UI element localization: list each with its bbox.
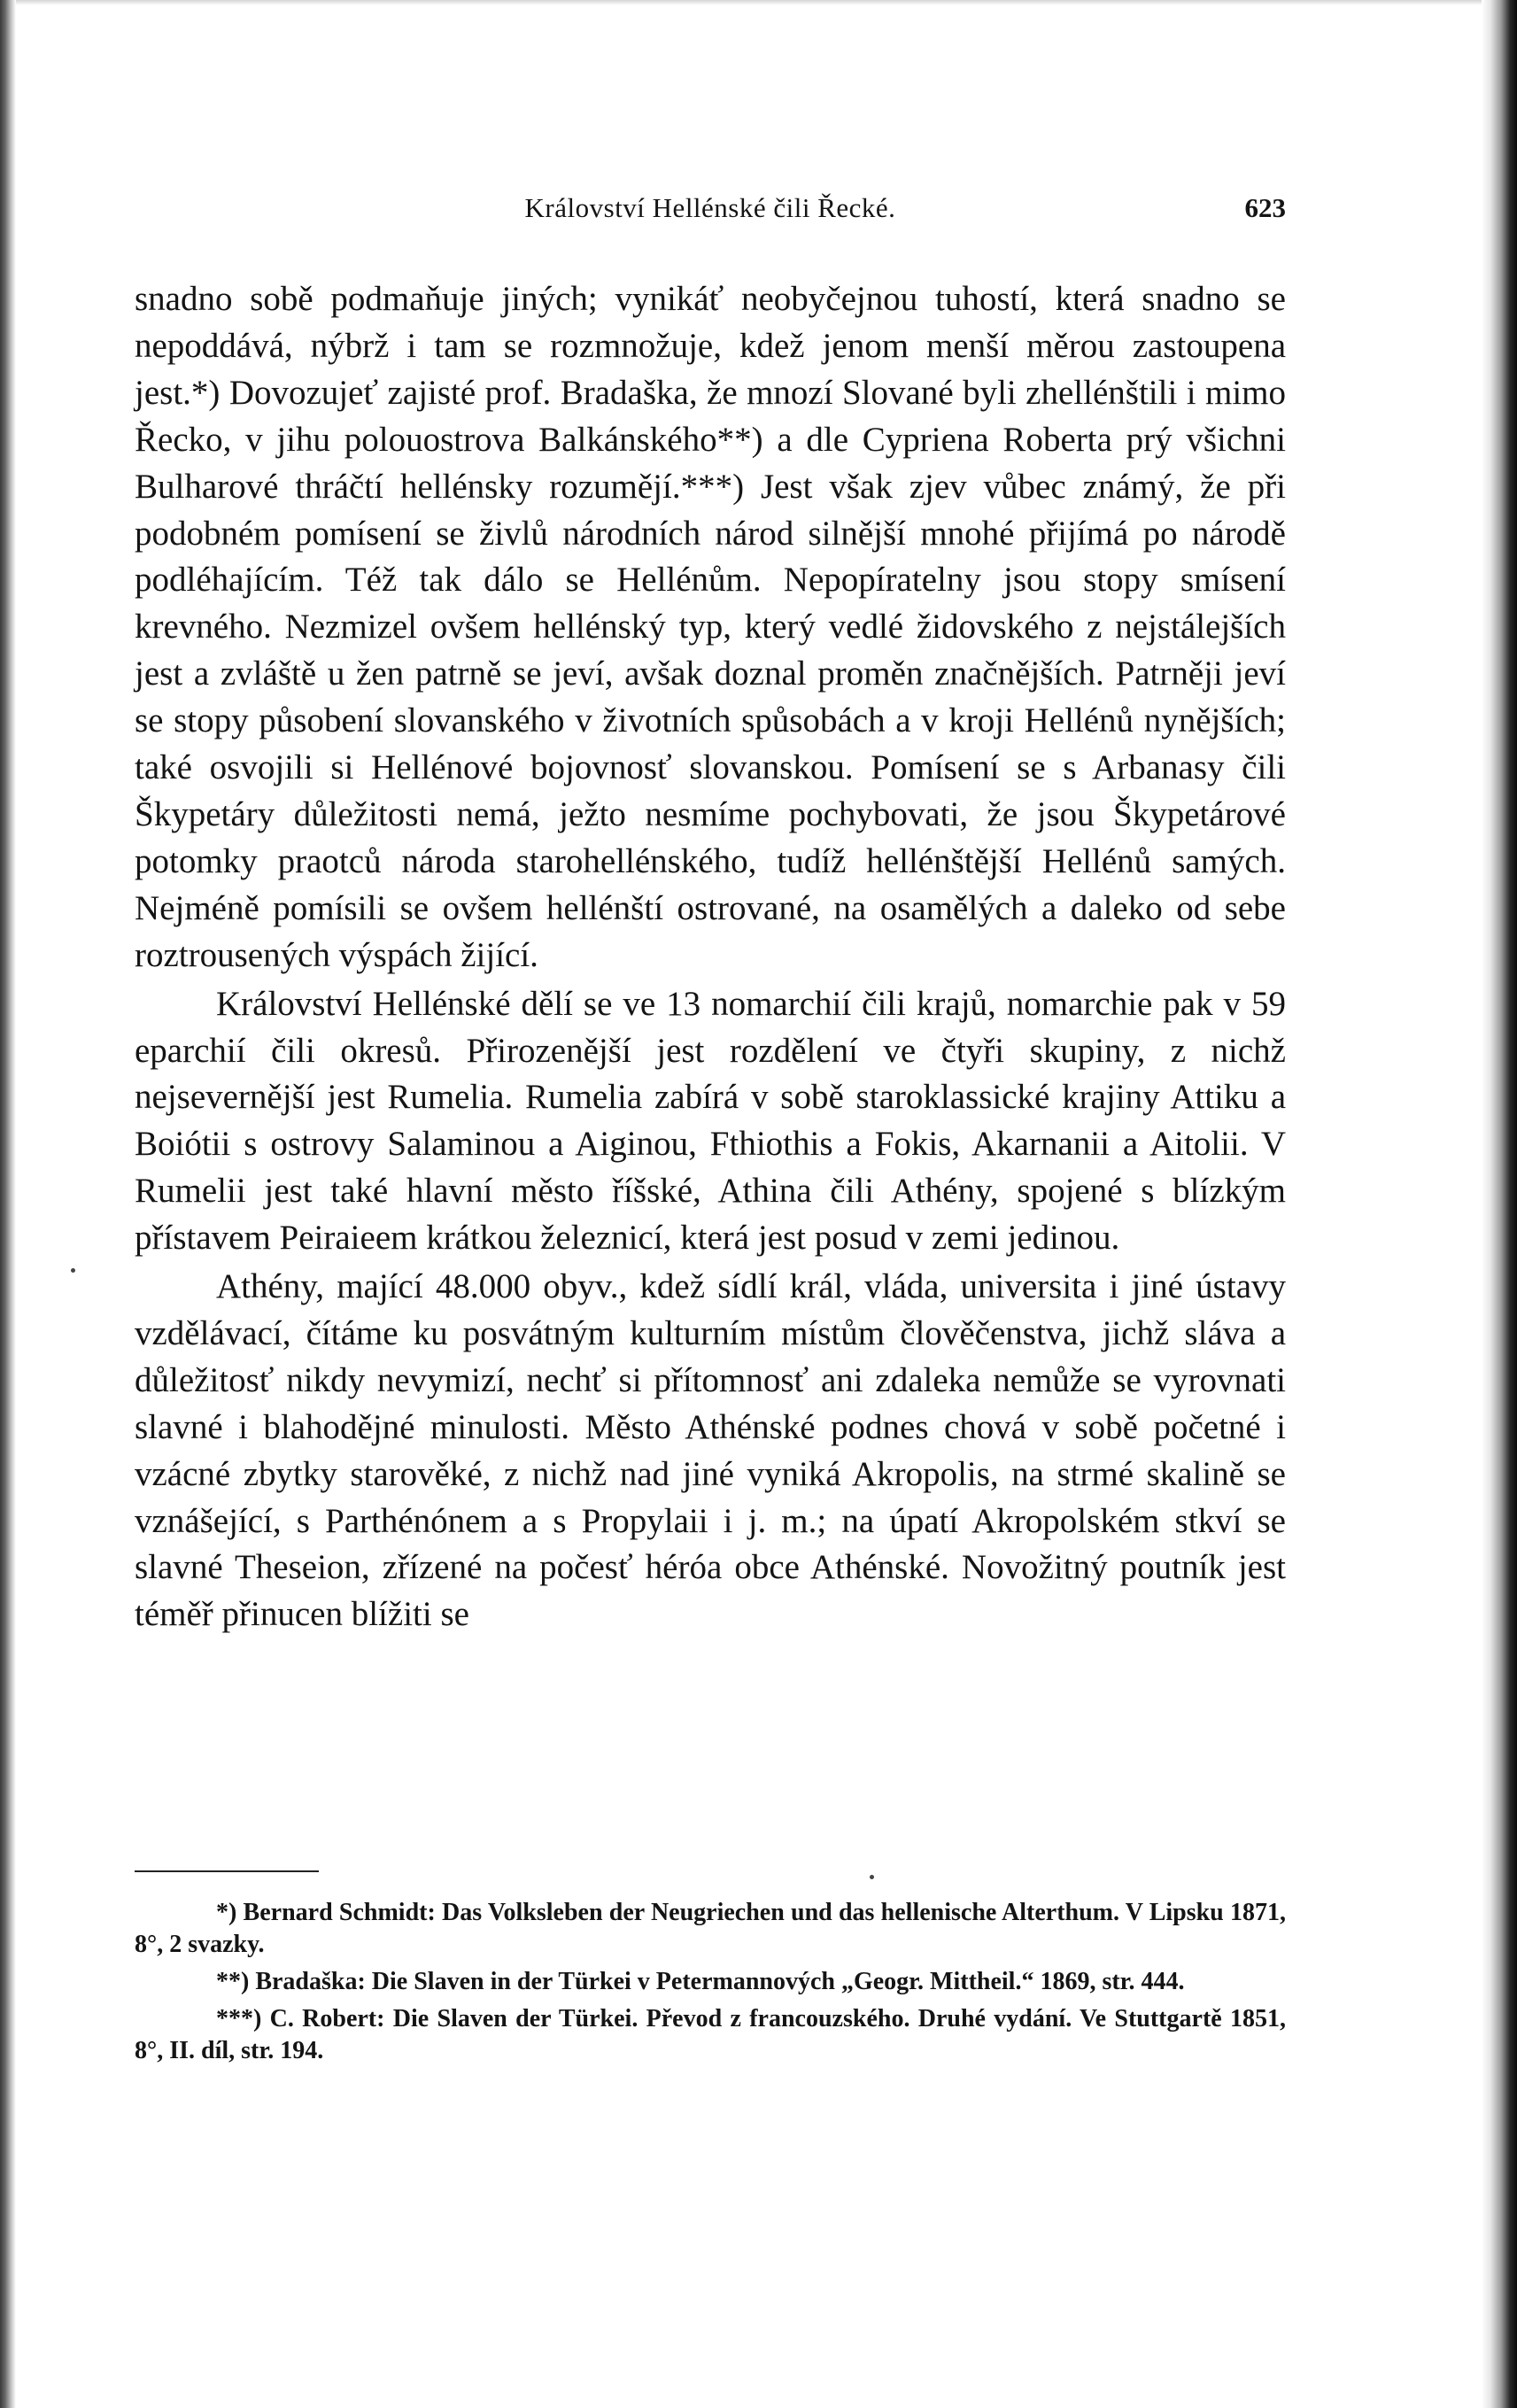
footnote-separator xyxy=(135,1870,319,1872)
scan-right-edge xyxy=(1482,0,1517,2408)
paragraph-1: snadno sobě podmaňuje jiných; vynikáť neobyčejnou tuhostí, která snadno se nepoddává, nýbrž i tam se rozmnožuje, kdež jenom menší měrou zastoupena jest.*) Dovozujeť zajisté prof. Bradaška, že mnozí Slované byli zhellénštili i mimo Řecko, v jihu polouostrova Balkánského**) a dle Cypriena Roberta prý všichni Bulharové thráčtí hellénsky rozumějí.***) Jest však zjev vůbec známý, že při podobném pomísení se živlů národních národ silnější mnohé přijímá po národě podléhajícím. Též tak dálo se Hellénům. Nepopíratelny jsou stopy smísení krevného. Nezmizel ovšem hellénský typ, který vedlé židovského z nejstálejších jest a zvláště u žen patrně se jeví, avšak doznal proměn značnějších. Patrněji jeví se stopy působení slovanského v životních spůsobách a v kroji Hellénů nynějších; také osvojili si Hellénové bojovnosť slovanskou. Pomísení se s Arbanasy čili Škypetáry důležitosti nemá, ježto nesmíme pochybovati, že jsou Škypetárové potomky praotců národa starohellénského, tudíž hellénštější Hellénů samých. Nejméně pomísili se ovšem hellénští ostrované, na osamělých a daleko od sebe roztrousených výspách žijící. xyxy=(135,280,1286,974)
footnote-2: **) Bradaška: Die Slaven in der Türkei v Petermannových „Geogr. Mittheil.“ 1869, str. 444. xyxy=(216,1968,1185,1995)
paragraph-2: Království Hellénské dělí se ve 13 nomarchií čili krajů, nomarchie pak v 59 eparchií čili okresů. Přirozenější jest rozdělení ve čtyři skupiny, z nichž nejsevernější jest Rumelia. Rumelia zabírá v sobě staroklassické krajiny Attiku a Boiótii s ostrovy Salaminou a Aiginou, Fthiothis a Fokis, Akarnanii a Aitolii. V Rumelii jest také hlavní město říšské, Athina čili Athény, spojené s blízkým přístavem Peiraieem krátkou železnicí, která jest posud v zemi jedinou. xyxy=(135,984,1286,1258)
page-number: 623 xyxy=(1244,192,1286,223)
page-top-shadow xyxy=(16,0,1482,5)
main-text xyxy=(135,276,1286,1638)
footnotes xyxy=(135,1897,1286,2072)
scan-speck xyxy=(71,1268,75,1273)
footnote-3: ***) C. Robert: Die Slaven der Türkei. Převod z francouzského. Druhé vydání. Ve Stuttgartě 1851, 8°, II. díl, str. 194. xyxy=(135,2005,1286,2064)
paragraph-3: Athény, mající 48.000 obyv., kdež sídlí král, vláda, universita i jiné ústavy vzdělávací, čítáme ku posvátným kulturním místům člověčenstva, jichž sláva a důležitosť nikdy nevymizí, nechť si přítomnosť ani zdaleka nemůže se vyrovnati slavné i blahodějné minulosti. Město Athénské podnes chová v sobě početné i vzácné zbytky starověké, z nichž nad jiné vyniká Akropolis, na strmé skalině se vznášející, s Parthénónem a s Propylaii i j. m.; na úpatí Akropolském stkví se slavné Theseion, zřízené na počesť héróa obce Athénské. Novožitný poutník jest téměř přinucen blížiti se xyxy=(135,1267,1286,1634)
scan-left-edge xyxy=(0,0,16,2408)
scan-speck xyxy=(870,1875,874,1879)
running-title: Království Hellénské čili Řecké. xyxy=(524,192,896,223)
page-header xyxy=(135,189,1286,228)
footnote-1: *) Bernard Schmidt: Das Volksleben der Neugriechen und das hellenische Alterthum. V Lipsku 1871, 8°, 2 svazky. xyxy=(135,1899,1286,1958)
